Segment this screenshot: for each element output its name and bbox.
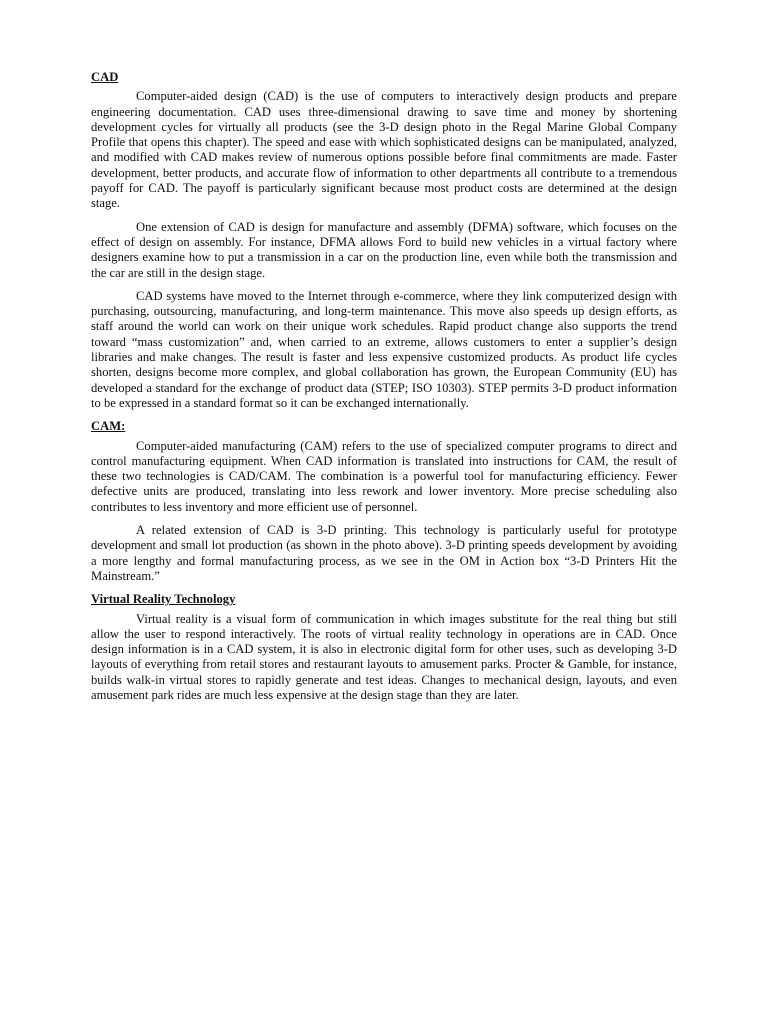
paragraph: One extension of CAD is design for manufacture and assembly (DFMA) software, which focuses on the effect of design on assembly. For instance, DFMA allows Ford to build new vehicles in a virtual factory where designers examine how to put a transmission in a car on the production line, even while both the transmission and the car are still in the design stage. xyxy=(91,219,677,280)
paragraph: CAD systems have moved to the Internet through e-commerce, where they link computerized design with purchasing, outsourcing, manufacturing, and long-term maintenance. This move also speeds up design efforts, as staff around the world can work on their unique work schedules. Rapid product change also supports the trend toward “mass customization” and, when carried to an extreme, allows customers to enter a supplier’s design libraries and make changes. The result is faster and less expensive customized products. As product life cycles shorten, designs become more complex, and global collaboration has grown, the European Community (EU) has developed a standard for the exchange of product data (STEP; ISO 10303). STEP permits 3-D product information to be expressed in a standard format so it can be exchanged internationally. xyxy=(91,288,677,410)
document-page xyxy=(91,70,677,711)
section-heading-virtual-reality: Virtual Reality Technology xyxy=(91,592,236,607)
section-cad xyxy=(91,70,677,411)
paragraph: Computer-aided design (CAD) is the use of computers to interactively design products and prepare engineering documentation. CAD uses three-dimensional drawing to save time and money by shortening development cycles for virtually all products (see the 3-D design photo in the Regal Marine Global Company Profile that opens this chapter). The speed and ease with which sophisticated designs can be manipulated, analyzed, and modified with CAD makes review of numerous options possible before final commitments are made. Faster development, better products, and accurate flow of information to other departments all contribute to a tremendous payoff for CAD. The payoff is particularly significant because most product costs are determined at the design stage. xyxy=(91,89,677,211)
paragraph: Virtual reality is a visual form of communication in which images substitute for the real thing but still allow the user to respond interactively. The roots of virtual reality technology in operations are in CAD. Once design information is in a CAD system, it is also in electronic digital form for other uses, such as developing 3-D layouts of everything from retail stores and restaurant layouts to amusement parks. Procter & Gamble, for instance, builds walk-in virtual stores to rapidly generate and test ideas. Changes to mechanical design, layouts, and even amusement park rides are much less expensive at the design stage than they are later. xyxy=(91,611,677,702)
section-cam xyxy=(91,419,677,584)
section-heading-cad: CAD xyxy=(91,70,119,84)
paragraph: A related extension of CAD is 3-D printing. This technology is particularly useful for prototype development and small lot production (as shown in the photo above). 3-D printing speeds development by avoiding a more lengthy and formal manufacturing process, as we see in the OM in Action box “3-D Printers Hit the Mainstream.” xyxy=(91,523,677,583)
paragraph: Computer-aided manufacturing (CAM) refers to the use of specialized computer programs to direct and control manufacturing equipment. When CAD information is translated into instructions for CAM, the result of these two technologies is CAD/CAM. The combination is a powerful tool for manufacturing efficiency. Fewer defective units are produced, translating into less rework and lower inventory. More precise scheduling also contributes to less inventory and more efficient use of personnel. xyxy=(91,438,677,514)
section-heading-cam: CAM: xyxy=(91,419,126,434)
section-virtual-reality xyxy=(91,592,677,703)
